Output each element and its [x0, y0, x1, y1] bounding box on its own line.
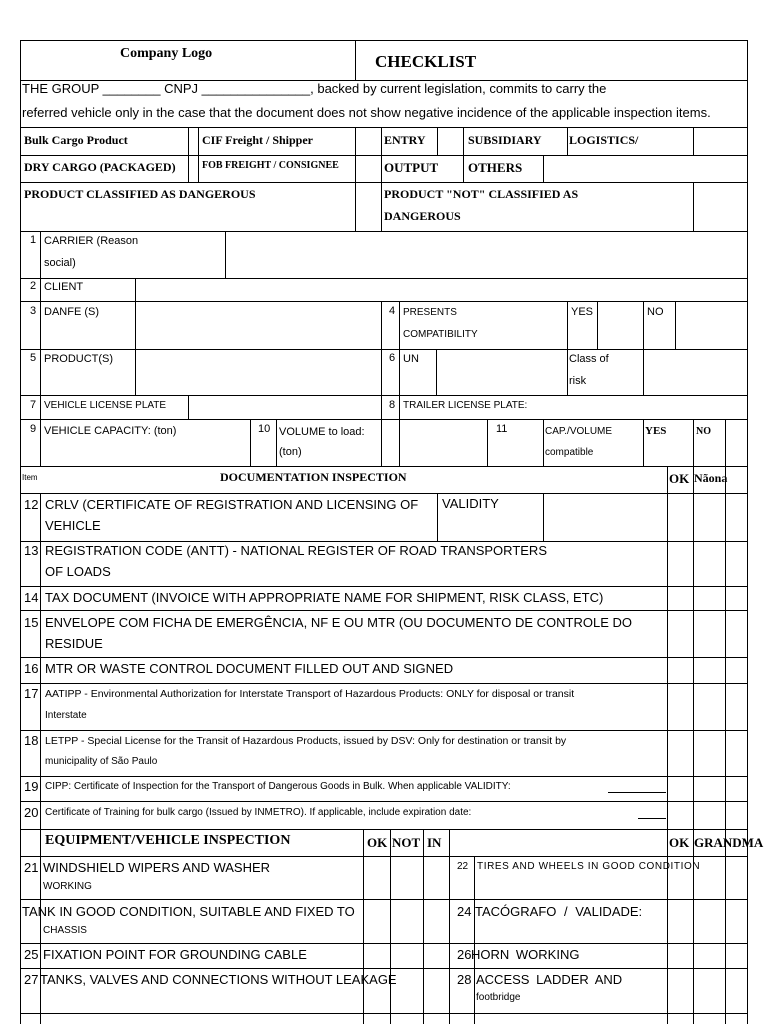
item-number: 24: [457, 904, 472, 919]
bulk-cargo-label: Bulk Cargo Product: [24, 133, 128, 147]
trailer-plate-input[interactable]: [568, 396, 746, 418]
intro-text-line1: THE GROUP ________ CNPJ _______________, backed by current legislation, commits to carry the: [22, 81, 607, 96]
not-dangerous-label-line1: PRODUCT "NOT" CLASSIFIED AS: [384, 187, 579, 201]
doc-row-text-line1: REGISTRATION CODE (ANTT) - NATIONAL REGISTER OF ROAD TRANSPORTERS: [45, 543, 547, 558]
entry-label: ENTRY: [384, 133, 426, 147]
presents-label-line2: COMPATIBILITY: [403, 329, 478, 340]
doc-row-text-line1: MTR OR WASTE CONTROL DOCUMENT FILLED OUT AND SIGNED: [45, 661, 454, 676]
volume-label-line2: (ton): [279, 446, 302, 458]
compatibility-no-checkbox[interactable]: [676, 302, 746, 348]
item-number: 20: [24, 805, 39, 820]
equipment-row-text-line1: WINDSHIELD WIPERS AND WASHER: [43, 860, 271, 875]
item-number: 6: [389, 352, 396, 364]
item-number: 5: [30, 352, 37, 364]
equipment-row-text: TANKS, VALVES AND CONNECTIONS WITHOUT LEAKAGE: [40, 972, 397, 987]
compatibility-yes-label: YES: [571, 306, 594, 318]
item-number: 18: [24, 733, 39, 748]
compatibility-no-label: NO: [647, 306, 664, 318]
equipment-row-text: TACÓGRAFO / VALIDADE:: [475, 904, 643, 919]
item-column-header: Item: [22, 473, 38, 482]
risk-class-input[interactable]: [644, 350, 746, 394]
presents-label-line1: PRESENTS: [403, 307, 457, 318]
equipment-row-text-line2: footbridge: [476, 992, 521, 1003]
not-dangerous-label-line2: DANGEROUS: [384, 209, 461, 223]
volume-input[interactable]: [400, 420, 486, 465]
item-number: 17: [24, 686, 39, 701]
danfe-label: DANFE (S): [44, 306, 99, 318]
doc-row-text-line2: VEHICLE: [45, 518, 101, 533]
ok-column-header: OK: [367, 835, 388, 850]
vehicle-plate-input[interactable]: [189, 396, 380, 418]
cap-volume-yes-checkbox[interactable]: [644, 420, 692, 465]
cap-volume-no-label: NO: [696, 426, 711, 437]
client-input[interactable]: [136, 279, 746, 300]
doc-row-text-line2: municipality of São Paulo: [45, 756, 158, 767]
danfe-input[interactable]: [136, 302, 380, 348]
doc-row-text-line1: AATIPP - Environmental Authorization for Interstate Transport of Hazardous Products: ONLY for disposal or transit: [45, 688, 575, 700]
item-number: 11: [496, 423, 508, 435]
un-input[interactable]: [437, 350, 566, 394]
carrier-label-line2: social): [44, 257, 76, 269]
cap-volume-yes-label: YES: [645, 425, 667, 437]
equipment-row-text: HORN WORKING: [471, 947, 580, 962]
grandma-column-header: GRANDMA: [694, 835, 764, 850]
doc-row-text-line2: RESIDUE: [45, 636, 103, 651]
item-number: 2: [30, 280, 37, 292]
cap-volume-label-line1: CAP./VOLUME: [545, 426, 613, 437]
page-title: CHECKLIST: [375, 52, 477, 71]
item-number: 15: [24, 615, 39, 630]
doc-row-text-line2: Interstate: [45, 710, 87, 721]
item-number: 3: [30, 305, 37, 317]
item-number: 28: [457, 972, 472, 987]
item-number: 14: [24, 590, 39, 605]
equipment-row-text: TIRES AND WHEELS IN GOOD CONDITION: [477, 861, 701, 872]
item-number: 4: [389, 305, 396, 317]
equipment-row-text-line2: CHASSIS: [43, 925, 87, 936]
dry-cargo-label: DRY CARGO (PACKAGED): [24, 160, 176, 174]
products-label: PRODUCT(S): [44, 353, 114, 365]
cap-volume-label-line2: compatible: [545, 447, 594, 458]
item-number: 8: [389, 399, 396, 411]
fob-freight-label: FOB FREIGHT / CONSIGNEE: [202, 160, 339, 171]
doc-row-text-line1: CRLV (CERTIFICATE OF REGISTRATION AND LICENSING OF: [45, 497, 419, 512]
equipment-row-text: FIXATION POINT FOR GROUNDING CABLE: [43, 947, 307, 962]
intro-text-line2: referred vehicle only in the case that the document does not show negative incidence of the applicable inspection items.: [22, 105, 711, 120]
cif-freight-label: CIF Freight / Shipper: [202, 133, 314, 147]
item-number: 21: [24, 860, 39, 875]
others-label: OTHERS: [468, 160, 523, 175]
risk-class-label-line2: risk: [569, 375, 587, 387]
not-column-header: NOT: [392, 835, 421, 850]
item-number: 13: [24, 543, 39, 558]
item-number: 1: [30, 234, 37, 246]
validity-input[interactable]: [544, 494, 666, 540]
logistics-label: LOGISTICS/: [569, 133, 639, 147]
equipment-row-text-line1: ACCESS LADDER AND: [476, 972, 623, 987]
client-label: CLIENT: [44, 281, 84, 293]
vehicle-plate-label: VEHICLE LICENSE PLATE: [44, 400, 167, 411]
item-number: 7: [30, 399, 37, 411]
output-label: OUTPUT: [384, 160, 439, 175]
item-number: 26: [457, 947, 472, 962]
compatibility-yes-checkbox[interactable]: [598, 302, 642, 348]
carrier-label-line1: CARRIER (Reason: [44, 235, 139, 247]
ok-column-header: OK: [669, 471, 690, 486]
documentation-section-title: DOCUMENTATION INSPECTION: [220, 470, 407, 484]
equipment-section-title: EQUIPMENT/VEHICLE INSPECTION: [45, 833, 291, 848]
validity-label: VALIDITY: [442, 496, 499, 511]
equipment-row-text-line1: TANK IN GOOD CONDITION, SUITABLE AND FIXED TO: [22, 904, 355, 919]
item-number: 10: [258, 423, 271, 435]
un-label: UN: [403, 353, 419, 365]
doc-row-text-line1: TAX DOCUMENT (INVOICE WITH APPROPRIATE NAME FOR SHIPMENT, RISK CLASS, ETC): [45, 590, 604, 605]
doc-row-text-line1: CIPP: Certificate of Inspection for the Transport of Dangerous Goods in Bulk. When applicable VALIDITY:: [45, 781, 511, 792]
item-number: 22: [457, 861, 469, 872]
doc-row-text-line2: OF LOADS: [45, 564, 111, 579]
company-logo-placeholder: Company Logo: [120, 46, 213, 61]
equipment-row-text-line2: WORKING: [43, 881, 92, 892]
item-number: 27: [24, 972, 39, 987]
ok-column-header: OK: [669, 835, 690, 850]
item-number: 12: [24, 497, 39, 512]
doc-row-text-line1: Certificate of Training for bulk cargo (Issued by INMETRO). If applicable, include expiration date:: [45, 807, 472, 818]
vehicle-capacity-label: VEHICLE CAPACITY: (ton): [44, 425, 177, 437]
item-number: 25: [24, 947, 39, 962]
dangerous-label: PRODUCT CLASSIFIED AS DANGEROUS: [24, 187, 256, 201]
item-number: 19: [24, 779, 39, 794]
doc-row-text-line1: ENVELOPE COM FICHA DE EMERGÊNCIA, NF E OU MTR (OU DOCUMENTO DE CONTROLE DO: [45, 615, 632, 630]
doc-row-text-line1: LETPP - Special License for the Transit of Hazardous Products, issued by DSV: Only for destination or transit by: [45, 735, 567, 747]
in-column-header: IN: [427, 835, 442, 850]
item-number: 9: [30, 423, 37, 435]
trailer-plate-label: TRAILER LICENSE PLATE:: [403, 400, 528, 411]
subsidiary-label: SUBSIDIARY: [468, 133, 542, 147]
carrier-input[interactable]: [226, 232, 746, 277]
naona-column-header: Nãona: [694, 471, 728, 485]
volume-label-line1: VOLUME to load:: [279, 426, 365, 438]
cap-volume-no-checkbox[interactable]: [694, 420, 724, 465]
item-number: 16: [24, 661, 39, 676]
risk-class-label-line1: Class of: [569, 353, 609, 365]
products-input[interactable]: [136, 350, 380, 394]
